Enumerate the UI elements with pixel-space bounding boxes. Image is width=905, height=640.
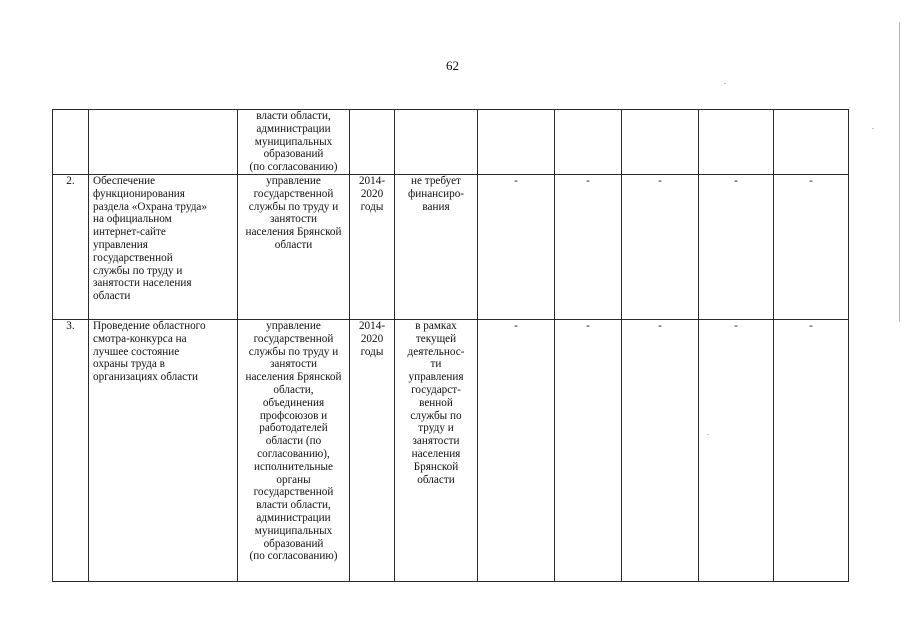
value-cell: - xyxy=(622,320,699,582)
period xyxy=(350,110,395,175)
value-cell: - xyxy=(478,175,555,320)
activities-table xyxy=(52,109,849,582)
period: 2014- 2020 годы xyxy=(350,320,395,582)
table-row xyxy=(53,175,849,320)
table-row xyxy=(53,320,849,582)
value-cell: - xyxy=(555,320,622,582)
row-number: 3. xyxy=(53,320,89,582)
value-cell: - xyxy=(555,175,622,320)
period: 2014- 2020 годы xyxy=(350,175,395,320)
value-cell: - xyxy=(774,320,849,582)
activity-name: Обеспечение функционирования раздела «Охрана труда» на официальном интернет-сайте управления государственной службы по труду и занятости населения области xyxy=(89,175,238,320)
executor: власти области, администрации муниципальных образований (по согласованию) xyxy=(238,110,350,175)
row-number xyxy=(53,110,89,175)
value-cell: - xyxy=(478,320,555,582)
financing-source: не требует финансиро- вания xyxy=(395,175,478,320)
value-cell xyxy=(478,110,555,175)
table-row xyxy=(53,110,849,175)
row-number: 2. xyxy=(53,175,89,320)
value-cell: - xyxy=(699,175,774,320)
page-number: 62 xyxy=(446,58,459,73)
activity-name: Проведение областного смотра-конкурса на лучшее состояние охраны труда в организациях области xyxy=(89,320,238,582)
scan-speck xyxy=(872,128,874,129)
value-cell: - xyxy=(774,175,849,320)
value-cell xyxy=(699,110,774,175)
value-cell xyxy=(774,110,849,175)
financing-source xyxy=(395,110,478,175)
executor: управление государственной службы по труду и занятости населения Брянской области, объединения профсоюзов и работодателей области (по согласованию), исполнительные органы государственной власти области, администрации муниципальных образований (по согласованию) xyxy=(238,320,350,582)
value-cell: - xyxy=(699,320,774,582)
scan-speck xyxy=(724,83,726,84)
value-cell xyxy=(622,110,699,175)
executor: управление государственной службы по труду и занятости населения Брянской области xyxy=(238,175,350,320)
financing-source: в рамках текущей деятельнос- ти управления государст- венной службы по труду и занятости населения Брянской области xyxy=(395,320,478,582)
value-cell xyxy=(555,110,622,175)
activity-name xyxy=(89,110,238,175)
value-cell: - xyxy=(622,175,699,320)
